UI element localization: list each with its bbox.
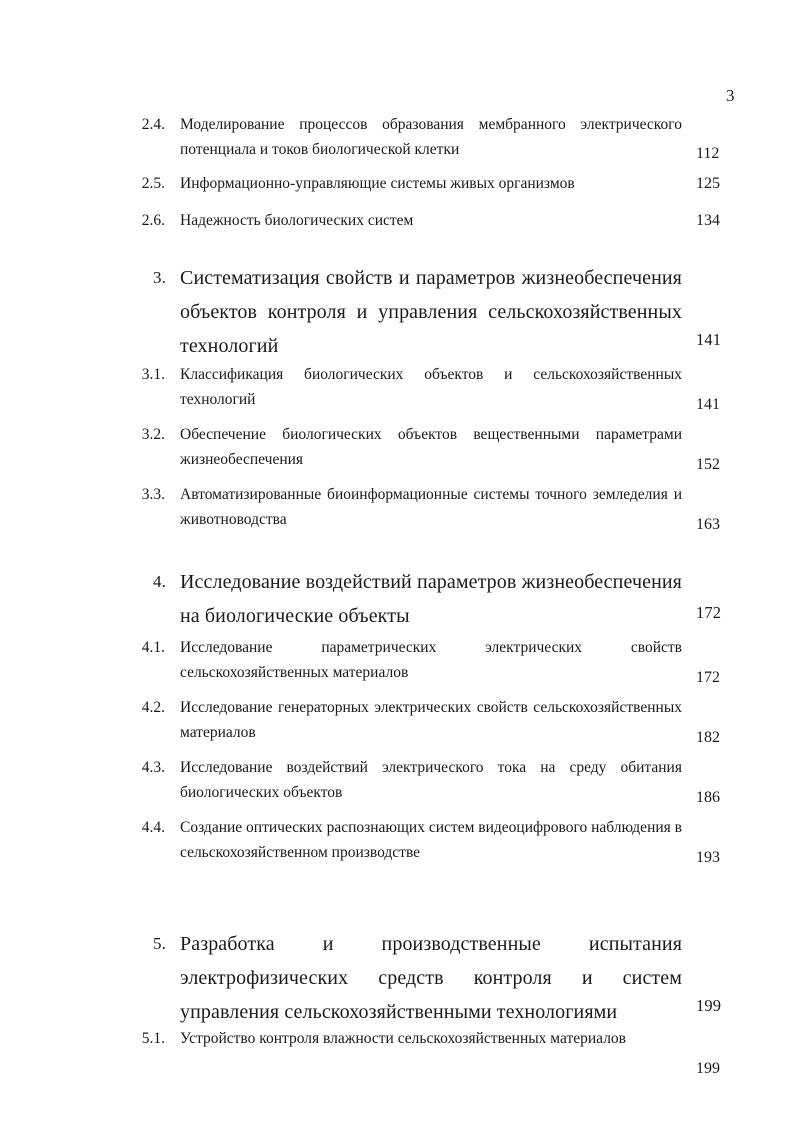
toc-entry-page: 199: [696, 1060, 720, 1077]
toc-entry-page: 172: [696, 669, 720, 686]
toc-entry-number: 2.4.: [141, 116, 165, 133]
toc-entry-number: 4.1.: [141, 639, 165, 656]
toc-entry-number: 4.2.: [141, 699, 165, 716]
toc-entry-title: Исследование генераторных электрических свойств сельскохозяйственных материалов: [180, 699, 682, 741]
toc-entry-page: 152: [696, 456, 720, 473]
toc-entry-title: Обеспечение биологических объектов вещественными параметрами жизнеобеспечения: [180, 426, 682, 468]
toc-chapter-page: 199: [696, 996, 722, 1015]
toc-entry-page: 112: [696, 145, 720, 162]
page-number: 3: [726, 86, 735, 105]
toc-entry-title: Моделирование процессов образования мембранного электрического потенциала и токов биологической клетки: [180, 116, 682, 158]
toc-chapter-page: 141: [696, 330, 722, 349]
toc-entry-page: 182: [696, 729, 720, 746]
toc-entry-page: 193: [696, 849, 720, 866]
toc-entry-number: 5.1.: [141, 1030, 165, 1047]
toc-entry-number: 3.1.: [141, 366, 165, 383]
toc-entry-title: Классификация биологических объектов и сельскохозяйственных технологий: [180, 366, 682, 408]
toc-entry-page: 186: [696, 789, 720, 806]
toc-entry-title: Исследование воздействий электрического тока на среду обитания биологических объектов: [180, 759, 682, 801]
toc-chapter-number: 4.: [153, 572, 166, 591]
toc-entry-title: Устройство контроля влажности сельскохозяйственных материалов: [180, 1030, 627, 1047]
toc-chapter-title: Разработка и производственные испытания электрофизических средств контроля и систем управления сельскохозяйственными технологиями: [180, 933, 682, 1023]
toc-entry-page: 134: [696, 212, 720, 229]
toc-entry-page: 125: [696, 175, 720, 192]
toc-entry-title: Автоматизированные биоинформационные системы точного земледелия и животноводства: [180, 486, 682, 528]
toc-entry-title: Информационно-управляющие системы живых организмов: [180, 175, 575, 192]
toc-entry-number: 4.3.: [141, 759, 165, 776]
toc-entry-title: Создание оптических распознающих систем видеоцифрового наблюдения в сельскохозяйственном производстве: [180, 819, 682, 861]
toc-entry-page: 141: [696, 396, 720, 413]
toc-entry-number: 2.5.: [141, 175, 165, 192]
toc-chapter-title: Исследование воздействий параметров жизнеобеспечения на биологические объекты: [180, 571, 682, 627]
toc-chapter-number: 3.: [153, 268, 166, 287]
toc-entry-number: 2.6.: [141, 212, 165, 229]
toc-entry-number: 3.2.: [141, 426, 165, 443]
toc-entry-number: 3.3.: [141, 486, 165, 503]
toc-chapter-number: 5.: [153, 934, 166, 953]
toc-entry-title: Надежность биологических систем: [180, 212, 414, 229]
toc-chapter-page: 172: [696, 603, 722, 622]
toc-entry-title: Исследование параметрических электрических свойств сельскохозяйственных материалов: [180, 639, 682, 681]
toc-chapter-title: Систематизация свойств и параметров жизнеобеспечения объектов контроля и управления сельскохозяйственных технологий: [180, 267, 682, 357]
toc-entry-page: 163: [696, 516, 720, 533]
toc-entry-number: 4.4.: [141, 819, 165, 836]
